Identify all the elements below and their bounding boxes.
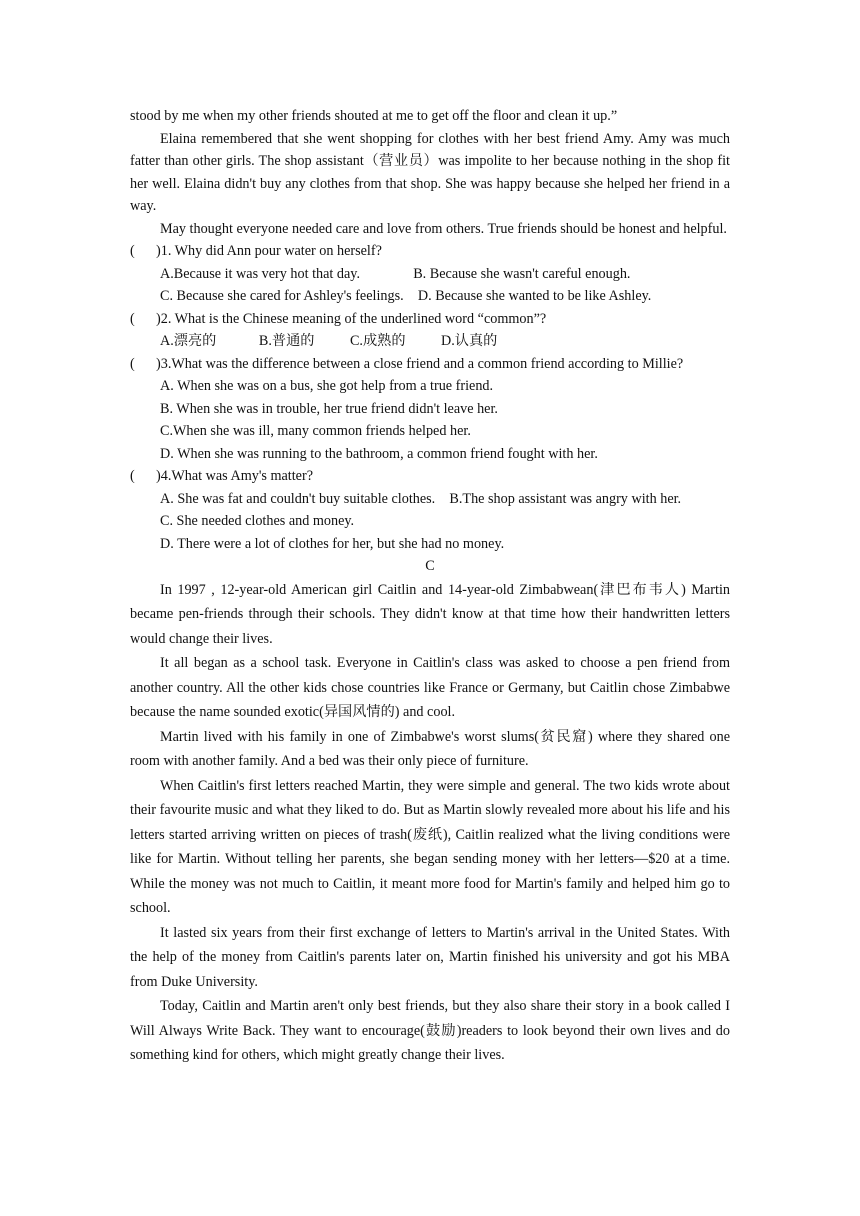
passage-c-paragraph: In 1997 , 12-year-old American girl Caitlin and 14-year-old Zimbabwean(津巴布韦人) Martin became pen-friends through their schools. They didn't know at that time how their handwritten letters would change their lives. [130,581,730,647]
passage-c-paragraph: Martin lived with his family in one of Zimbabwe's worst slums(贫民窟) where they shared one room with another family. And a bed was their only piece of furniture. [130,728,730,769]
passage-b-paragraph: Elaina remembered that she went shopping for clothes with her best friend Amy. Amy was much fatter than other girls. The shop assistant（营业员）was impolite to her because nothing in the shop fit her well. Elaina didn't buy any clothes from that shop. She was happy because she helped her friend in a way. [130,130,730,214]
question-2 [130,308,730,353]
passage-b-paragraph: May thought everyone needed care and love from others. True friends should be honest and helpful. [160,220,727,237]
section-c-heading: C [425,558,435,574]
question-stem: ( )3.What was the difference between a close friend and a common friend according to Millie? [130,355,684,372]
passage-c-paragraph: Today, Caitlin and Martin aren't only best friends, but they also share their story in a book called I Will Always Write Back. They want to encourage(鼓励)readers to look beyond their own lives and do something kind for others, which might greatly change their lives. [130,998,730,1063]
question-option-line: B. When she was in trouble, her true friend didn't leave her. [160,400,498,417]
passage-c-paragraph: It all began as a school task. Everyone in Caitlin's class was asked to choose a pen friend from another country. All the other kids chose countries like France or Germany, but Caitlin chose Zimbabwe because the name sounded exotic(异国风情的) and cool. [130,655,730,720]
question-option-line: A. When she was on a bus, she got help from a true friend. [160,378,494,394]
question-4 [130,465,730,555]
question-option-line: D. When she was running to the bathroom, a common friend fought with her. [160,445,598,462]
question-option-line: A. She was fat and couldn't buy suitable clothes. B.The shop assistant was angry with her. [160,490,682,507]
document-page [130,105,730,1068]
question-option-line: A.Because it was very hot that day. B. Because she wasn't careful enough. [160,265,631,282]
question-3 [130,353,730,466]
passage-b-paragraph: stood by me when my other friends shouted at me to get off the floor and clean it up.” [130,108,618,124]
question-stem: ( )4.What was Amy's matter? [130,468,314,484]
question-stem: ( )1. Why did Ann pour water on herself? [130,243,382,259]
passage-c-paragraph: It lasted six years from their first exchange of letters to Martin's arrival in the United States. With the help of the money from Caitlin's parents later on, Martin finished his university and got his MBA from Duke University. [130,924,730,990]
question-stem: ( )2. What is the Chinese meaning of the underlined word “common”? [130,310,547,327]
question-option-line: A.漂亮的 B.普通的 C.成熟的 D.认真的 [160,333,498,349]
question-option-line: C. Because she cared for Ashley's feelings. D. Because she wanted to be like Ashley. [160,288,652,304]
passage-c-paragraph: When Caitlin's first letters reached Martin, they were simple and general. The two kids wrote about their favourite music and what they liked to do. But as Martin slowly revealed more about his life and his letters started arriving written on pieces of trash(废纸), Caitlin realized what the living conditions were like for Martin. Without telling her parents, she began sending money with her letters—$20 at a time. While the money was not much to Caitlin, it meant more food for Martin's family and helped him go to school. [130,777,730,916]
question-option-line: C. She needed clothes and money. [160,513,355,529]
question-option-line: D. There were a lot of clothes for her, but she had no money. [160,535,505,552]
question-1 [130,240,730,308]
question-option-line: C.When she was ill, many common friends helped her. [160,423,471,439]
